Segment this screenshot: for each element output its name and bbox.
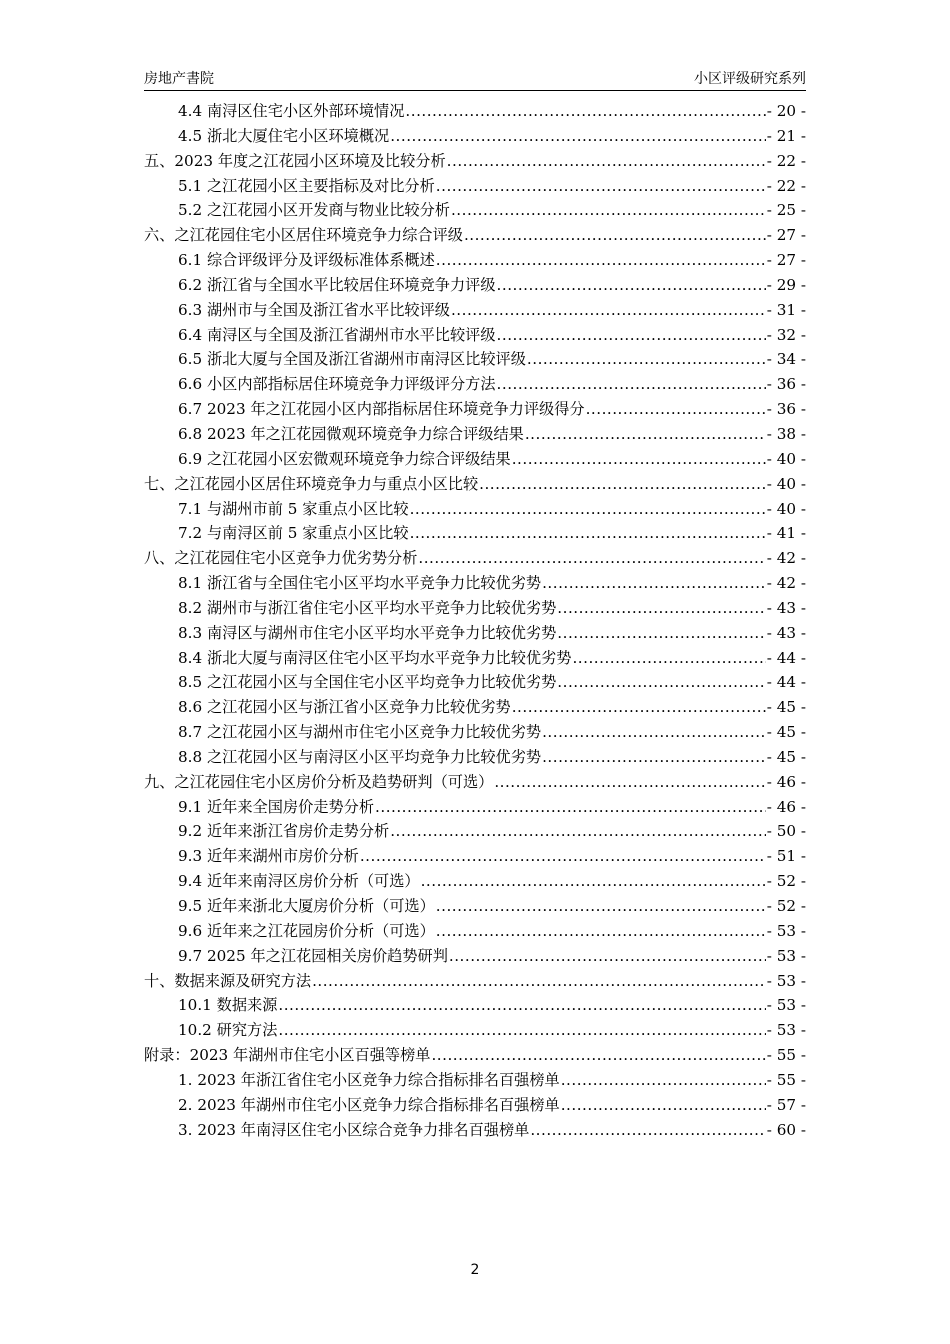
toc-entry-page: - 60 - [766,1120,806,1139]
toc-entry[interactable] [144,324,806,349]
toc-entry-page: - 53 - [766,1021,806,1040]
toc-entry[interactable] [144,100,806,125]
toc-dot-leader [479,475,766,493]
toc-entry-page: - 46 - [766,772,806,791]
toc-entry[interactable] [144,199,806,224]
toc-entry[interactable] [144,796,806,821]
toc-entry-title: 6.4 南浔区与全国及浙江省湖州市水平比较评级 [178,325,496,344]
toc-dot-leader [449,947,766,965]
toc-entry-page: - 45 - [766,747,806,766]
toc-dot-leader [410,524,766,542]
toc-entry-page: - 55 - [766,1070,806,1089]
toc-dot-leader [312,972,766,990]
toc-dot-leader [557,673,765,691]
toc-entry-title: 7.2 与南浔区前 5 家重点小区比较 [178,524,409,543]
toc-entry-title: 10.2 研究方法 [178,1021,278,1040]
toc-entry-page: - 40 - [766,449,806,468]
toc-entry[interactable] [144,1119,806,1144]
toc-entry-page: - 27 - [766,226,806,245]
toc-entry-page: - 55 - [766,1046,806,1065]
toc-entry-page: - 42 - [766,549,806,568]
toc-dot-leader [278,996,765,1014]
toc-entry[interactable] [144,398,806,423]
toc-entry[interactable] [144,771,806,796]
toc-entry-page: - 25 - [766,201,806,220]
toc-dot-leader [557,624,765,642]
toc-entry[interactable] [144,920,806,945]
toc-dot-leader [405,102,765,120]
toc-entry-page: - 45 - [766,698,806,717]
toc-entry[interactable] [144,820,806,845]
toc-entry-title: 9.2 近年来浙江省房价走势分析 [178,822,390,841]
toc-entry[interactable] [144,348,806,373]
toc-entry[interactable] [144,721,806,746]
toc-dot-leader [527,350,766,368]
toc-entry-page: - 57 - [766,1095,806,1114]
toc-entry-page: - 44 - [766,673,806,692]
toc-entry-title: 8.7 之江花园小区与湖州市住宅小区竞争力比较优劣势 [178,723,542,742]
toc-entry-title: 2. 2023 年湖州市住宅小区竞争力综合指标排名百强榜单 [178,1095,560,1114]
toc-entry-title: 七、之江花园小区居住环境竞争力与重点小区比较 [144,474,479,493]
toc-entry-title: 4.4 南浔区住宅小区外部环境情况 [178,102,405,120]
toc-entry-title: 8.8 之江花园小区与南浔区小区平均竞争力比较优劣势 [178,747,542,766]
toc-entry-page: - 53 - [766,971,806,990]
toc-entry-title: 8.5 之江花园小区与全国住宅小区平均竞争力比较优劣势 [178,673,557,692]
toc-dot-leader [542,723,766,741]
toc-entry-title: 1. 2023 年浙江省住宅小区竞争力综合指标排名百强榜单 [178,1070,560,1089]
toc-dot-leader [557,599,765,617]
toc-dot-leader [436,897,766,915]
toc-entry-title: 9.7 2025 年之江花园相关房价趋势研判 [178,946,448,965]
toc-dot-leader [451,201,766,219]
toc-entry-page: - 45 - [766,723,806,742]
toc-entry-title: 6.7 2023 年之江花园小区内部指标居住环境竞争力评级得分 [178,400,585,419]
toc-entry[interactable] [144,870,806,895]
toc-entry-page: - 21 - [766,126,806,145]
toc-entry-title: 9.6 近年来之江花园房价分析（可选） [178,921,435,940]
toc-entry[interactable] [144,622,806,647]
toc-entry[interactable] [144,671,806,696]
toc-entry[interactable] [144,1094,806,1119]
toc-entry[interactable] [144,150,806,175]
page-header [144,66,806,91]
toc-entry[interactable] [144,746,806,771]
page-number: 2 [470,1262,480,1278]
toc-dot-leader [497,375,766,393]
toc-dot-leader [390,127,766,145]
toc-entry-page: - 40 - [766,499,806,518]
toc-entry-page: - 41 - [766,524,806,543]
toc-entry-page: - 42 - [766,574,806,593]
toc-dot-leader [512,698,766,716]
toc-entry-title: 8.6 之江花园小区与浙江省小区竞争力比较优劣势 [178,698,511,717]
toc-entry-title: 9.5 近年来浙北大厦房价分析（可选） [178,897,435,915]
toc-entry-title: 6.6 小区内部指标居住环境竞争力评级评分方法 [178,375,496,394]
toc-entry[interactable] [144,175,806,200]
toc-entry[interactable] [144,994,806,1019]
toc-dot-leader [278,1021,765,1039]
toc-dot-leader [572,649,765,667]
toc-entry-page: - 22 - [766,151,806,170]
toc-entry-page: - 53 - [766,946,806,965]
toc-dot-leader [431,1046,765,1064]
toc-dot-leader [436,251,766,269]
toc-entry[interactable] [144,249,806,274]
toc-entry[interactable] [144,522,806,547]
toc-entry-title: 9.1 近年来全国房价走势分析 [178,797,375,816]
toc-entry-title: 7.1 与湖州市前 5 家重点小区比较 [178,499,409,518]
toc-dot-leader [525,425,766,443]
toc-dot-leader [542,574,766,592]
toc-entry-page: - 20 - [766,102,806,120]
toc-entry-page: - 40 - [766,474,806,493]
toc-entry-page: - 36 - [766,375,806,394]
toc-entry[interactable] [144,597,806,622]
toc-entry[interactable] [144,1019,806,1044]
toc-entry[interactable] [144,970,806,995]
toc-entry-title: 6.2 浙江省与全国水平比较居住环境竞争力评级 [178,275,496,294]
toc-entry-title: 九、之江花园住宅小区房价分析及趋势研判（可选） [144,772,494,791]
toc-entry[interactable] [144,299,806,324]
toc-entry-page: - 52 - [766,897,806,915]
toc-entry-page: - 36 - [766,400,806,419]
toc-entry-page: - 51 - [766,847,806,866]
toc-entry-title: 十、数据来源及研究方法 [144,971,312,990]
toc-dot-leader [464,226,766,244]
toc-entry[interactable] [144,572,806,597]
toc-entry-page: - 53 - [766,996,806,1015]
toc-dot-leader [375,798,766,816]
toc-dot-leader [542,748,766,766]
toc-dot-leader [360,847,766,865]
toc-entry[interactable] [144,1069,806,1094]
toc-entry[interactable] [144,274,806,299]
toc-entry-page: - 29 - [766,275,806,294]
toc-dot-leader [530,1121,765,1139]
toc-dot-leader [451,301,766,319]
toc-entry-page: - 52 - [766,872,806,891]
toc-entry-page: - 44 - [766,648,806,667]
toc-entry-title: 六、之江花园住宅小区居住环境竞争力综合评级 [144,226,463,245]
header-right-title: 小区评级研究系列 [694,71,806,87]
toc-entry-title: 附录：2023 年湖州市住宅小区百强等榜单 [144,1046,431,1065]
toc-entry-title: 6.8 2023 年之江花园微观环境竞争力综合评级结果 [178,424,524,443]
toc-entry-page: - 31 - [766,300,806,319]
toc-entry[interactable] [144,547,806,572]
toc-dot-leader [497,326,766,344]
toc-entry-title: 6.9 之江花园小区宏微观环境竞争力综合评级结果 [178,449,511,468]
toc-entry-title: 5.2 之江花园小区开发商与物业比较分析 [178,201,450,220]
toc-dot-leader [494,773,765,791]
toc-entry-page: - 32 - [766,325,806,344]
toc-dot-leader [447,152,766,170]
toc-entry[interactable] [144,498,806,523]
toc-entry[interactable] [144,647,806,672]
toc-entry-title: 5.1 之江花园小区主要指标及对比分析 [178,176,435,195]
toc-entry-title: 3. 2023 年南浔区住宅小区综合竞争力排名百强榜单 [178,1120,530,1139]
toc-entry-page: - 43 - [766,623,806,642]
toc-entry[interactable] [144,224,806,249]
toc-entry[interactable] [144,125,806,150]
toc-entry-page: - 27 - [766,251,806,270]
toc-entry[interactable] [144,696,806,721]
toc-entry-title: 9.3 近年来湖州市房价分析 [178,847,359,866]
toc-dot-leader [497,276,766,294]
toc-entry-title: 10.1 数据来源 [178,996,278,1015]
toc-dot-leader [561,1071,766,1089]
toc-entry[interactable] [144,945,806,970]
toc-dot-leader [410,500,766,518]
toc-entry-title: 8.1 浙江省与全国住宅小区平均水平竞争力比较优劣势 [178,574,542,593]
toc-entry-title: 4.5 浙北大厦住宅小区环境概况 [178,126,390,145]
toc-entry-title: 6.3 湖州市与全国及浙江省水平比较评级 [178,300,450,319]
toc-entry-page: - 22 - [766,176,806,195]
toc-dot-leader [436,177,766,195]
toc-entry-page: - 43 - [766,598,806,617]
toc-entry-title: 八、之江花园住宅小区竞争力优劣势分析 [144,549,418,568]
toc-dot-leader [418,549,765,567]
toc-entry[interactable] [144,473,806,498]
toc-entry-title: 五、2023 年度之江花园小区环境及比较分析 [144,151,446,170]
toc-dot-leader [561,1096,766,1114]
toc-entry[interactable] [144,895,806,920]
header-left-title: 房地产書院 [144,71,214,87]
toc-entry[interactable] [144,423,806,448]
toc-entry-page: - 46 - [766,797,806,816]
toc-entry-page: - 53 - [766,921,806,940]
toc-entry-title: 8.4 浙北大厦与南浔区住宅小区平均水平竞争力比较优劣势 [178,648,572,667]
toc-entry[interactable] [144,1044,806,1069]
toc-entry-page: - 34 - [766,350,806,369]
toc-entry[interactable] [144,448,806,473]
toc-entry[interactable] [144,845,806,870]
toc-entry-page: - 38 - [766,424,806,443]
toc-dot-leader [512,450,766,468]
toc-entry-title: 6.1 综合评级评分及评级标准体系概述 [178,251,435,270]
toc-dot-leader [390,822,766,840]
toc-dot-leader [436,922,766,940]
toc-entry[interactable] [144,373,806,398]
toc-entry-title: 9.4 近年来南浔区房价分析（可选） [178,872,420,891]
toc-dot-leader [421,872,766,890]
toc-entry-page: - 50 - [766,822,806,841]
toc-entry-title: 8.2 湖州市与浙江省住宅小区平均水平竞争力比较优劣势 [178,598,557,617]
toc-entry-title: 6.5 浙北大厦与全国及浙江省湖州市南浔区比较评级 [178,350,526,369]
toc-entry-title: 8.3 南浔区与湖州市住宅小区平均水平竞争力比较优劣势 [178,623,557,642]
toc-dot-leader [586,400,766,418]
table-of-contents [144,100,806,1143]
